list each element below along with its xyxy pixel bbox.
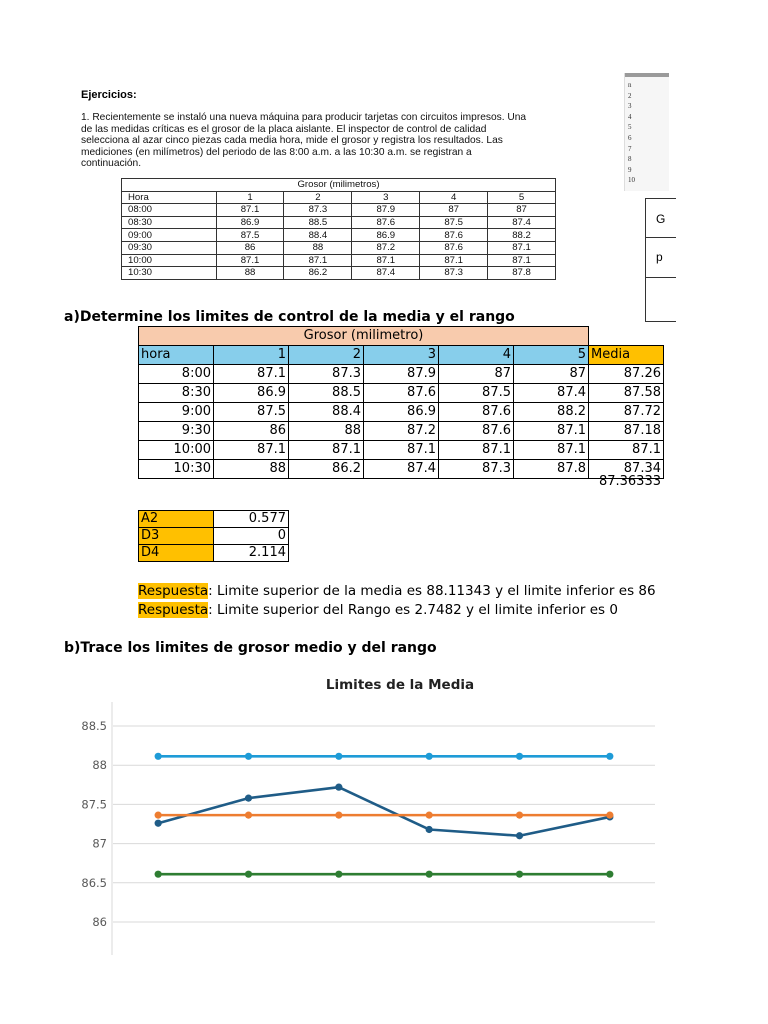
table-cell: 9:00 bbox=[139, 403, 214, 422]
constant-row bbox=[139, 511, 289, 528]
table-cell: 87.4 bbox=[352, 267, 420, 280]
data-point bbox=[335, 784, 342, 791]
constant-value: 0.577 bbox=[214, 511, 289, 528]
section-b-heading: b)Trace los limites de grosor medio y del rango bbox=[64, 640, 437, 656]
table-cell: 87.1 bbox=[216, 204, 284, 217]
table-cell: 87.1 bbox=[589, 441, 664, 460]
table-cell: 87.1 bbox=[216, 254, 284, 267]
table-cell: 87.18 bbox=[589, 422, 664, 441]
scan-bar bbox=[625, 73, 669, 77]
table-cell: 09:30 bbox=[122, 241, 217, 254]
exercise-table-row bbox=[122, 241, 556, 254]
data-point bbox=[426, 753, 433, 760]
constants-table bbox=[138, 510, 289, 562]
table-cell: 87.4 bbox=[488, 216, 556, 229]
data-point bbox=[335, 812, 342, 819]
data-point bbox=[155, 820, 162, 827]
table-cell: 87.1 bbox=[488, 241, 556, 254]
header-hora: hora bbox=[139, 346, 214, 365]
table-cell: 8:00 bbox=[139, 365, 214, 384]
table-row bbox=[139, 441, 664, 460]
table-cell: 87 bbox=[488, 204, 556, 217]
data-point bbox=[155, 753, 162, 760]
grosor-table-body bbox=[139, 365, 664, 479]
table-cell: 09:00 bbox=[122, 229, 217, 242]
table-cell: 87.6 bbox=[439, 403, 514, 422]
side-number: 8 bbox=[628, 155, 632, 164]
table-cell: 87.8 bbox=[488, 267, 556, 280]
data-point bbox=[606, 812, 613, 819]
side-number: 10 bbox=[628, 176, 635, 185]
table-cell: 87.5 bbox=[420, 216, 488, 229]
side-box-fragment bbox=[645, 198, 676, 322]
answer-tag: Respuesta bbox=[138, 583, 209, 599]
data-point bbox=[426, 812, 433, 819]
statement-line: 1. Recientemente se instaló una nueva máquina para producir tarjetas con circuitos impresos. Una bbox=[81, 112, 527, 123]
table-cell: 08:00 bbox=[122, 204, 217, 217]
exercise-table-row bbox=[122, 229, 556, 242]
exercise-title: Ejercicios: bbox=[81, 89, 137, 101]
constant-row bbox=[139, 528, 289, 545]
side-scan-fragment bbox=[624, 73, 669, 191]
table-cell: 87.1 bbox=[364, 441, 439, 460]
table-cell: 86.2 bbox=[289, 460, 364, 479]
grosor-table-title: Grosor (milimetro) bbox=[139, 327, 589, 346]
table-cell: 88 bbox=[216, 267, 284, 280]
table-cell: 88 bbox=[289, 422, 364, 441]
table-cell: 87.5 bbox=[216, 229, 284, 242]
table-cell: 87.3 bbox=[439, 460, 514, 479]
table-cell: 88.4 bbox=[289, 403, 364, 422]
exercise-table-row bbox=[122, 254, 556, 267]
side-number: 5 bbox=[628, 123, 632, 132]
table-cell: 88.5 bbox=[289, 384, 364, 403]
table-row bbox=[139, 365, 664, 384]
media-limits-chart bbox=[0, 690, 768, 990]
table-cell: 87.6 bbox=[352, 216, 420, 229]
y-tick-label: 87 bbox=[92, 836, 107, 851]
table-cell: 86 bbox=[216, 241, 284, 254]
table-cell: 8:30 bbox=[139, 384, 214, 403]
table-cell: 10:00 bbox=[122, 254, 217, 267]
table-cell: 08:30 bbox=[122, 216, 217, 229]
table-cell: 88.2 bbox=[514, 403, 589, 422]
answer-text: : Limite superior de la media es 88.11343 y el limite inferior es 86 bbox=[208, 583, 656, 599]
table-cell: 88 bbox=[214, 460, 289, 479]
header-cell: 3 bbox=[352, 191, 420, 204]
series-line bbox=[155, 784, 614, 840]
table-cell: 87.6 bbox=[420, 241, 488, 254]
table-cell: 87.1 bbox=[214, 441, 289, 460]
table-cell: 87.1 bbox=[289, 441, 364, 460]
table-cell: 87.6 bbox=[439, 422, 514, 441]
header-cell: 5 bbox=[488, 191, 556, 204]
constant-key: A2 bbox=[139, 511, 214, 528]
y-tick-label: 86.5 bbox=[81, 875, 107, 890]
table-cell: 88.5 bbox=[284, 216, 352, 229]
chart-title: Limites de la Media bbox=[325, 677, 475, 693]
data-point bbox=[245, 812, 252, 819]
data-point bbox=[516, 832, 523, 839]
box-divider bbox=[646, 277, 676, 278]
answer-tag: Respuesta bbox=[138, 602, 209, 618]
table-cell: 87.2 bbox=[352, 241, 420, 254]
y-tick-label: 87.5 bbox=[81, 797, 107, 812]
header-sample: 1 bbox=[214, 346, 289, 365]
answer-media bbox=[138, 583, 663, 599]
data-point bbox=[155, 812, 162, 819]
grosor-table-header bbox=[139, 346, 664, 365]
header-cell: Hora bbox=[122, 191, 217, 204]
constant-row bbox=[139, 545, 289, 562]
data-point bbox=[426, 826, 433, 833]
data-point bbox=[245, 871, 252, 878]
table-row bbox=[139, 460, 664, 479]
side-number: 3 bbox=[628, 102, 632, 111]
header-sample: 5 bbox=[514, 346, 589, 365]
table-cell: 9:30 bbox=[139, 422, 214, 441]
exercise-statement bbox=[81, 112, 603, 170]
table-cell: 86.2 bbox=[284, 267, 352, 280]
side-number: n bbox=[628, 81, 632, 89]
table-cell: 88.2 bbox=[488, 229, 556, 242]
table-cell: 87.1 bbox=[514, 422, 589, 441]
exercise-data-table bbox=[121, 178, 556, 280]
header-cell: 4 bbox=[420, 191, 488, 204]
table-cell: 87.3 bbox=[284, 204, 352, 217]
header-sample: 3 bbox=[364, 346, 439, 365]
table-cell: 87.4 bbox=[364, 460, 439, 479]
table-cell: 10:30 bbox=[122, 267, 217, 280]
y-tick-label: 88.5 bbox=[81, 719, 107, 733]
data-point bbox=[516, 812, 523, 819]
y-tick-label: 86 bbox=[92, 915, 107, 929]
grand-mean-value: 87.36333 bbox=[598, 474, 661, 489]
table-cell: 10:30 bbox=[139, 460, 214, 479]
section-a-heading: a)Determine los limites de control de la media y el rango bbox=[64, 309, 515, 325]
header-cell: 2 bbox=[284, 191, 352, 204]
header-media: Media bbox=[589, 346, 664, 365]
table-cell: 87.1 bbox=[514, 441, 589, 460]
table-cell: 87.6 bbox=[420, 229, 488, 242]
table-cell: 87.5 bbox=[439, 384, 514, 403]
table-cell: 10:00 bbox=[139, 441, 214, 460]
series-path bbox=[158, 787, 610, 836]
statement-line: de las medidas críticas es el grosor de la placa aislante. El inspector de control de calidad bbox=[81, 123, 487, 135]
table-cell: 87.9 bbox=[352, 204, 420, 217]
table-cell: 87.1 bbox=[439, 441, 514, 460]
header-sample: 2 bbox=[289, 346, 364, 365]
statement-line: continuación. bbox=[81, 158, 142, 170]
table-cell: 87.26 bbox=[589, 365, 664, 384]
side-letter: p bbox=[656, 250, 663, 264]
chart-series bbox=[155, 753, 614, 878]
table-cell: 87 bbox=[439, 365, 514, 384]
data-point bbox=[245, 753, 252, 760]
table-cell: 88.4 bbox=[284, 229, 352, 242]
data-point bbox=[606, 871, 613, 878]
side-number: 9 bbox=[628, 165, 632, 174]
constant-value: 2.114 bbox=[214, 545, 289, 562]
constant-key: D3 bbox=[139, 528, 214, 545]
constants-body bbox=[139, 511, 289, 562]
data-point bbox=[155, 871, 162, 878]
table-cell: 86.9 bbox=[352, 229, 420, 242]
table-cell: 87.72 bbox=[589, 403, 664, 422]
table-cell: 87 bbox=[514, 365, 589, 384]
table-cell: 86 bbox=[214, 422, 289, 441]
table-cell: 87.3 bbox=[289, 365, 364, 384]
table-cell: 87.1 bbox=[214, 365, 289, 384]
answer-rango bbox=[138, 602, 663, 618]
box-divider bbox=[646, 237, 676, 238]
series-line bbox=[155, 753, 614, 760]
side-number: 2 bbox=[628, 91, 632, 100]
table-cell: 87 bbox=[420, 204, 488, 217]
exercise-table-header bbox=[122, 191, 556, 204]
table-row bbox=[139, 422, 664, 441]
side-number: 6 bbox=[628, 134, 632, 142]
table-cell: 87.6 bbox=[364, 384, 439, 403]
table-cell: 87.1 bbox=[284, 254, 352, 267]
exercise-table-row bbox=[122, 216, 556, 229]
data-point bbox=[516, 871, 523, 878]
table-cell: 87.1 bbox=[488, 254, 556, 267]
side-letter: G bbox=[656, 212, 666, 226]
side-number: 4 bbox=[628, 112, 632, 121]
series-line bbox=[155, 812, 614, 819]
table-cell: 87.8 bbox=[514, 460, 589, 479]
table-cell: 86.9 bbox=[364, 403, 439, 422]
table-cell: 87.34 bbox=[589, 460, 664, 479]
constant-key: D4 bbox=[139, 545, 214, 562]
empty-cell bbox=[589, 327, 664, 346]
exercise-table-row bbox=[122, 204, 556, 217]
table-cell: 87.3 bbox=[420, 267, 488, 280]
header-sample: 4 bbox=[439, 346, 514, 365]
data-point bbox=[606, 753, 613, 760]
exercise-table-row bbox=[122, 267, 556, 280]
table-cell: 87.2 bbox=[364, 422, 439, 441]
data-point bbox=[335, 871, 342, 878]
chart-y-ticks bbox=[81, 719, 107, 929]
table-cell: 87.1 bbox=[420, 254, 488, 267]
header-cell: 1 bbox=[216, 191, 284, 204]
grosor-table bbox=[138, 326, 664, 479]
y-tick-label: 88 bbox=[92, 758, 107, 773]
table-cell: 87.4 bbox=[514, 384, 589, 403]
statement-line: mediciones (en milímetros) del periodo de las 8:00 a.m. a las 10:30 a.m. se registran a bbox=[81, 146, 472, 158]
data-point bbox=[245, 795, 252, 802]
side-number: 7 bbox=[628, 144, 632, 153]
table-cell: 88 bbox=[284, 241, 352, 254]
data-point bbox=[516, 753, 523, 760]
table-row bbox=[139, 384, 664, 403]
table-cell: 87.9 bbox=[364, 365, 439, 384]
constant-value: 0 bbox=[214, 528, 289, 545]
data-point bbox=[335, 753, 342, 760]
exercise-table-title: Grosor (milimetros) bbox=[122, 179, 556, 192]
table-row bbox=[139, 403, 664, 422]
table-cell: 87.5 bbox=[214, 403, 289, 422]
answer-text: : Limite superior del Rango es 2.7482 y el limite inferior es 0 bbox=[208, 602, 618, 618]
table-cell: 86.9 bbox=[216, 216, 284, 229]
series-line bbox=[155, 871, 614, 878]
table-cell: 87.1 bbox=[352, 254, 420, 267]
data-point bbox=[426, 871, 433, 878]
table-cell: 86.9 bbox=[214, 384, 289, 403]
statement-line: selecciona al azar cinco piezas cada media hora, mide el grosor y registra los resultados. Las bbox=[81, 135, 503, 147]
table-cell: 87.58 bbox=[589, 384, 664, 403]
exercise-table-body bbox=[122, 204, 556, 280]
